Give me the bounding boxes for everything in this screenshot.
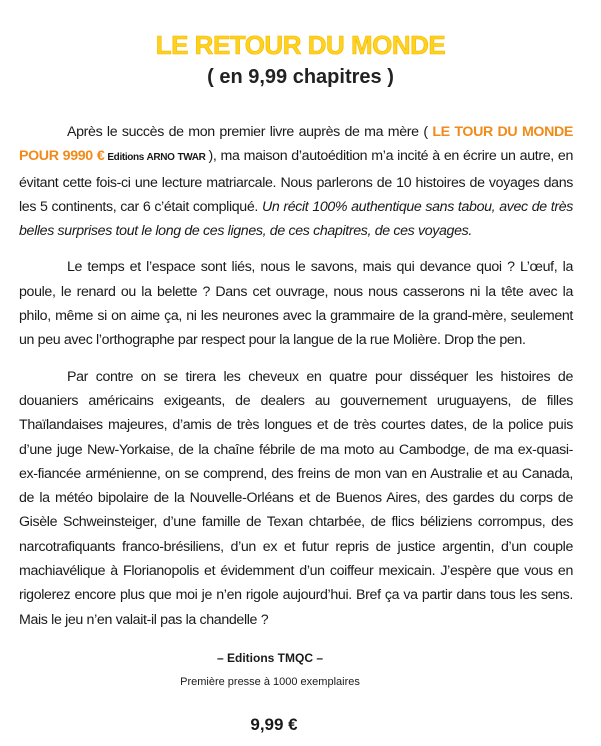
paragraph-2: Le temps et l’espace sont liés, nous le savons, mais qui devance quoi ? L’œuf, la poule, le renard ou la belette ? Dans cet ouvrage, nous nous casserons ni la tête avec la philo, même si on aime ça, ni les neurones avec la grammaire de la grand-mère, seulement un peu avec l’orthographe par respect pour la langue de la rue Molière. Drop the pen.: [19, 259, 573, 349]
book-subtitle: ( en 9,99 chapitres ): [207, 66, 394, 88]
book-title: LE RETOUR DU MONDE: [155, 30, 446, 60]
paragraph-1-middle: ), ma maison d’autoédition m’a incité à en écrire un autre, en évitant cette fois-ci une lecture matriarcale. Nous parlerons de 10 histoires de voyages dans les 5 continents, car 6 c’était compliqué.: [19, 148, 573, 215]
paragraph-3: Par contre on se tirera les cheveux en quatre pour disséquer les histoires de douaniers américains exigeants, de dealers au gouvernement uruguayens, de filles Thaïlandaises majeures, d’amis de très longues et de très courtes dates, de la police puis d’une juge New-Yorkaise, de la chaîne fébrile de ma moto au Cambodge, de ma ex-quasi-ex-fiancée arménienne, on se comprend, des freins de mon van en Australie et au Canada, de la météo bipolaire de la Nouvelle-Orléans et de Buenos Aires, des gardes du corps de Gisèle Schweinsteiger, d’une famille de Texan chtarbée, de flics béliziens corrompus, des narcotrafiquants franco-brésiliens, d’un ex et futur repris de justice argentin, d’un couple machiavélique à Florianopolis et évidemment d’un coiffeur mexicain. J’espère que vous en rigolerez encore plus que moi je n’en rigole aujourd’hui. Bref ça va partir dans tous les sens. Mais le jeu n’en valait-il pas la chandelle ?: [19, 368, 573, 628]
price: 9,99 €: [250, 715, 298, 734]
publisher-name: – Editions TMQC –: [216, 651, 323, 665]
previous-book-title: LE TOUR DU MONDE POUR 9990 €: [19, 124, 573, 165]
paragraph-1-intro: Après le succès de mon premier livre auprès de ma mère (: [67, 124, 433, 140]
print-run: Première presse à 1000 exemplaires: [180, 676, 360, 688]
blurb-text: [19, 120, 573, 644]
paragraph-1-italic: Un récit 100% authentique sans tabou, avec de très belles surprises tout le long de ces lignes, de ces chapitres, de ces voyages.: [19, 198, 573, 240]
previous-book-publisher: Editions ARNO TWAR: [104, 152, 209, 164]
paragraph-1: [19, 120, 573, 243]
